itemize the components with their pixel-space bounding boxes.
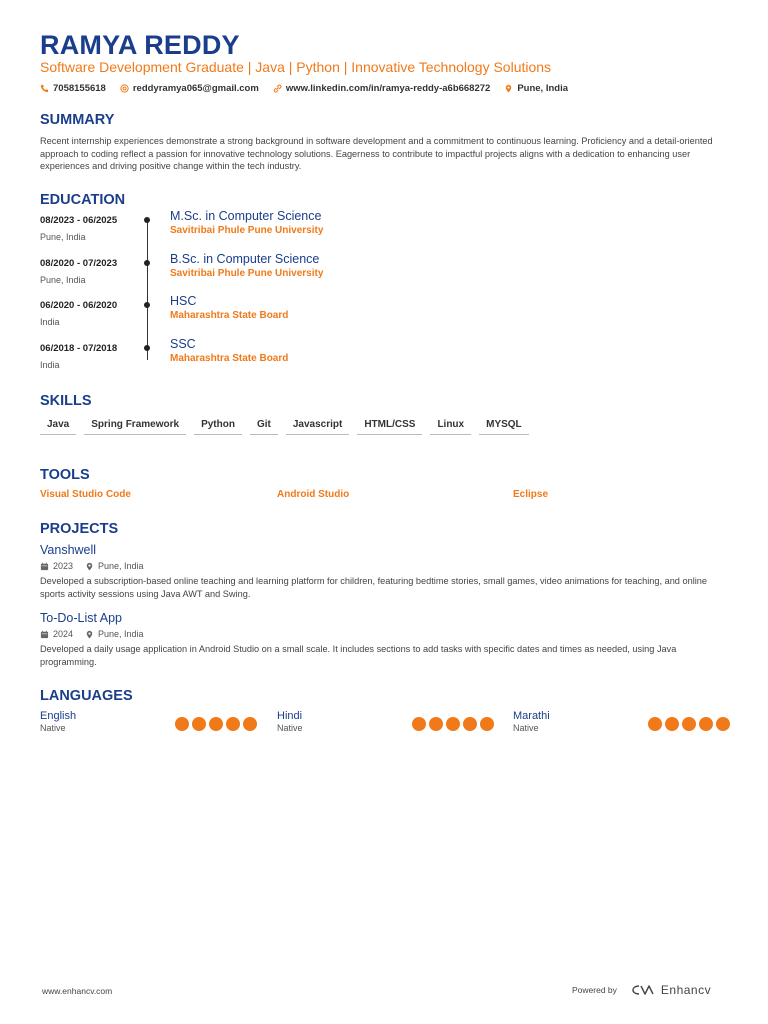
tool-item: Visual Studio Code	[40, 489, 131, 500]
project-description: Developed a daily usage application in Android Studio on a small scale. It includes sections to add tasks with specific dates and times as needed, using Java programming.	[40, 644, 677, 667]
education-dates: 08/2023 - 06/2025	[40, 215, 118, 226]
project-year: 2023	[40, 561, 73, 571]
language-level: Native	[40, 723, 66, 733]
skill-tag: Spring Framework	[84, 419, 186, 435]
education-degree: B.Sc. in Computer Science	[170, 252, 320, 266]
language-item	[277, 710, 497, 740]
education-degree: M.Sc. in Computer Science	[170, 209, 322, 223]
project-title: To-Do-List App	[40, 611, 122, 625]
at-icon	[120, 84, 129, 93]
education-item	[40, 252, 740, 298]
summary-text: Recent internship experiences demonstrate a strong background in software development and a commitment to continuous learning. Proficiency and a detail-oriented approach to coding reflect a passion for innovative technology solutions. Eagerness to contribute to impactful projects aligns with a dedication to enhancing user experiences and driving positive change within the tech industry.	[40, 136, 713, 171]
project-meta	[40, 629, 144, 639]
language-rating	[175, 717, 257, 731]
education-degree: HSC	[170, 294, 197, 308]
rating-dot	[682, 717, 696, 731]
education-school: Savitribai Phule Pune University	[170, 225, 324, 236]
rating-dot	[716, 717, 730, 731]
rating-dot	[480, 717, 494, 731]
rating-dot	[463, 717, 477, 731]
rating-dot	[446, 717, 460, 731]
language-name: Hindi	[277, 710, 303, 722]
brand-name: Enhancv	[660, 983, 712, 997]
education-location: India	[40, 360, 60, 370]
email-text: reddyramya065@gmail.com	[132, 83, 259, 94]
rating-dot	[699, 717, 713, 731]
contact-linkedin[interactable]	[273, 83, 491, 94]
education-dates: 06/2018 - 07/2018	[40, 343, 118, 354]
brand-logo[interactable]	[631, 983, 711, 997]
education-school: Savitribai Phule Pune University	[170, 268, 324, 279]
headline: Software Development Graduate | Java | Python | Innovative Technology Solutions	[40, 59, 552, 75]
location-pin-icon	[85, 630, 94, 639]
summary-heading: SUMMARY	[40, 112, 115, 128]
phone-icon	[40, 84, 49, 93]
location-pin-icon	[504, 84, 513, 93]
language-name: English	[40, 710, 77, 722]
languages-heading: LANGUAGES	[40, 688, 133, 704]
education-school: Maharashtra State Board	[170, 353, 289, 364]
contact-phone[interactable]	[40, 83, 106, 94]
education-item	[40, 294, 740, 340]
skill-tag: MYSQL	[479, 419, 529, 435]
education-location: Pune, India	[40, 275, 86, 285]
rating-dot	[226, 717, 240, 731]
rating-dot	[429, 717, 443, 731]
project-location: Pune, India	[85, 561, 144, 571]
education-dates: 08/2020 - 07/2023	[40, 258, 118, 269]
skill-tag: Java	[40, 419, 76, 435]
skills-heading: SKILLS	[40, 393, 92, 409]
language-rating	[648, 717, 730, 731]
calendar-icon	[40, 562, 49, 571]
rating-dot	[665, 717, 679, 731]
timeline-dot	[144, 260, 150, 266]
link-icon	[273, 84, 282, 93]
phone-text: 7058155618	[53, 83, 106, 94]
project-title: Vanshwell	[40, 543, 97, 557]
tools-heading: TOOLS	[40, 467, 90, 483]
education-item	[40, 209, 740, 255]
project-meta	[40, 561, 144, 571]
footer-website[interactable]: www.enhancv.com	[42, 986, 113, 996]
candidate-name: RAMYA REDDY	[40, 30, 240, 60]
contact-location	[504, 83, 568, 94]
contact-row	[40, 83, 568, 94]
linkedin-text: www.linkedin.com/in/ramya-reddy-a6b668272	[285, 83, 491, 94]
rating-dot	[412, 717, 426, 731]
language-rating	[412, 717, 494, 731]
location-text: Pune, India	[517, 83, 569, 94]
education-dates: 06/2020 - 06/2020	[40, 300, 118, 311]
education-school: Maharashtra State Board	[170, 310, 289, 321]
footer-powered	[572, 983, 711, 997]
location-pin-icon	[85, 562, 94, 571]
tools-list	[40, 489, 740, 503]
language-item	[40, 710, 260, 740]
powered-by-text: Powered by	[572, 985, 617, 995]
project-location: Pune, India	[85, 629, 144, 639]
skill-tag: HTML/CSS	[357, 419, 422, 435]
education-heading: EDUCATION	[40, 192, 126, 208]
skill-tag: Javascript	[286, 419, 349, 435]
tool-item: Eclipse	[513, 489, 549, 500]
project-description: Developed a subscription-based online teaching and learning platform for children, featuring bedtime stories, small games, video animations for teaching, and online sports activity sessions using Java AWT and Swing.	[40, 576, 707, 599]
education-location: Pune, India	[40, 232, 86, 242]
skill-tag: Linux	[430, 419, 471, 435]
language-item	[513, 710, 733, 740]
rating-dot	[192, 717, 206, 731]
skills-list	[40, 419, 529, 435]
timeline-dot	[144, 345, 150, 351]
education-degree: SSC	[170, 337, 196, 351]
timeline-dot	[144, 302, 150, 308]
rating-dot	[175, 717, 189, 731]
education-location: India	[40, 317, 60, 327]
rating-dot	[209, 717, 223, 731]
timeline-dot	[144, 217, 150, 223]
contact-email[interactable]	[120, 83, 259, 94]
calendar-icon	[40, 630, 49, 639]
project-year: 2024	[40, 629, 73, 639]
language-level: Native	[513, 723, 539, 733]
rating-dot	[243, 717, 257, 731]
language-name: Marathi	[513, 710, 550, 722]
rating-dot	[648, 717, 662, 731]
skill-tag: Python	[194, 419, 242, 435]
education-item	[40, 337, 740, 383]
language-level: Native	[277, 723, 303, 733]
skill-tag: Git	[250, 419, 278, 435]
enhancv-logo-icon	[631, 984, 657, 996]
tool-item: Android Studio	[277, 489, 350, 500]
projects-heading: PROJECTS	[40, 521, 119, 537]
